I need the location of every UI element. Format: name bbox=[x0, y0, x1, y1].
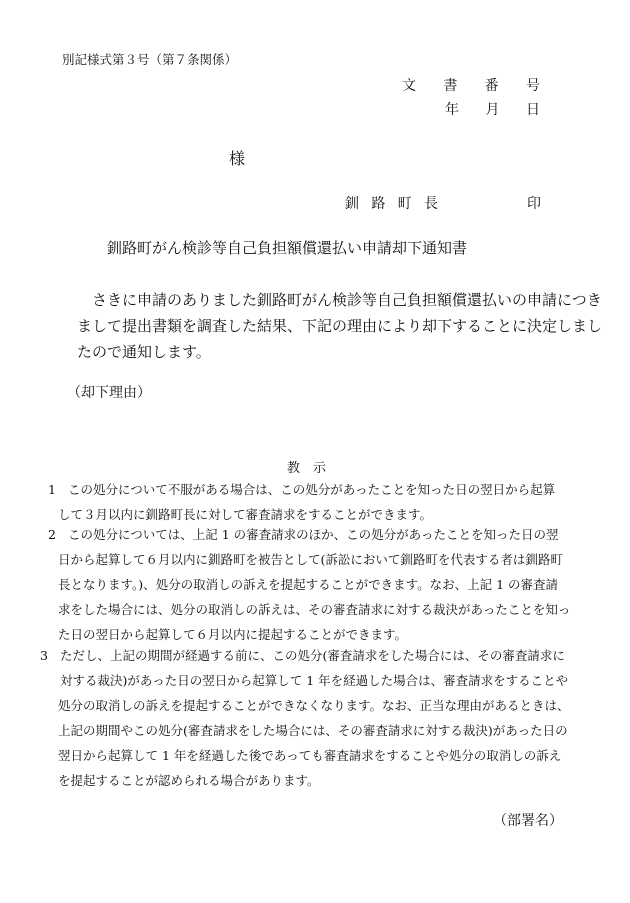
instruction-line: 処分の取消しの訴えを提起することができなくなります。なお、正当な理由があるときは、 bbox=[58, 698, 570, 713]
doc-number-char: 番 bbox=[484, 78, 499, 94]
instruction-text: ただし、上記の期間が経過する前に、この処分(審査請求をした場合には、その審査請求に bbox=[60, 648, 565, 663]
instruction-line: 対する裁決)があった日の翌日から起算して 1 年を経過した場合は、審査請求をすることや bbox=[60, 673, 569, 688]
date-day-label: 日 bbox=[526, 102, 540, 118]
instruction-line bbox=[48, 522, 559, 547]
instruction-number: 3 bbox=[40, 648, 48, 663]
seal-mark: 印 bbox=[527, 196, 541, 212]
issuer-char: 町 bbox=[397, 196, 412, 212]
notice-body-paragraph bbox=[62, 287, 603, 365]
form-label: 別記様式第３号（第７条関係） bbox=[62, 52, 238, 67]
instruction-line: 翌日から起算して 1 年を経過した後であっても審査請求をすることや処分の取消しの訴え bbox=[58, 748, 562, 763]
doc-number-char: 号 bbox=[525, 78, 540, 94]
department-name: （部署名） bbox=[493, 813, 563, 829]
document-title: 釧路町がん検診等自己負担額償還払い申請却下通知書 bbox=[107, 239, 468, 257]
instruction-item bbox=[40, 643, 570, 793]
instruction-line: 上記の期間やこの処分(審査請求をした場合には、その審査請求に対する裁決)があった日の bbox=[58, 723, 568, 738]
issuer-char: 長 bbox=[423, 196, 438, 212]
body-line: まして提出書類を調査した結果、下記の理由により却下することに決定しまし bbox=[77, 317, 603, 335]
instruction-item bbox=[48, 477, 556, 527]
doc-number-char: 文 bbox=[402, 78, 416, 94]
instruction-number: 2 bbox=[48, 527, 56, 542]
body-line: たので通知します。 bbox=[77, 343, 211, 361]
addressee-honorific: 様 bbox=[229, 149, 246, 168]
instruction-line: 長となります。)、処分の取消しの訴えを提起することができます。なお、上記 1 の審査請 bbox=[58, 577, 559, 592]
date-year-label: 年 bbox=[445, 102, 459, 118]
instruction-number: 1 bbox=[48, 482, 56, 497]
instruction-line: 日から起算して６月以内に釧路町を被告として(訴訟において釧路町を代表する者は釧路町 bbox=[58, 552, 563, 567]
instruction-line: を提起することが認められる場合があります。 bbox=[58, 773, 320, 788]
date-month-label: 月 bbox=[485, 102, 500, 118]
document-number-field bbox=[402, 75, 540, 95]
instruction-item bbox=[48, 522, 571, 647]
issuer-char: 路 bbox=[371, 196, 386, 212]
instructions-heading: 教 示 bbox=[287, 461, 327, 476]
instruction-line: た日の翌日から起算して６月以内に提起することができます。 bbox=[58, 627, 408, 642]
doc-number-char: 書 bbox=[443, 78, 458, 94]
issuer-name bbox=[345, 193, 438, 213]
issuer-char: 釧 bbox=[345, 196, 359, 212]
rejection-reason-label: （却下理由） bbox=[67, 385, 151, 401]
instruction-line bbox=[48, 477, 556, 502]
instruction-line: して３月以内に釧路町長に対して審査請求をすることができます。 bbox=[58, 507, 433, 522]
body-line: さきに申請のありました釧路町がん検診等自己負担額償還払いの申請につき bbox=[92, 291, 602, 309]
date-field bbox=[445, 99, 540, 119]
instruction-line: 求をした場合には、処分の取消しの訴えは、その審査請求に対する裁決があったことを知っ bbox=[58, 602, 571, 617]
instruction-text: この処分については、上記 1 の審査請求のほか、この処分があったことを知った日の翌 bbox=[68, 527, 559, 542]
instruction-text: この処分について不服がある場合は、この処分があったことを知った日の翌日から起算 bbox=[68, 482, 556, 497]
instruction-line bbox=[40, 643, 565, 668]
